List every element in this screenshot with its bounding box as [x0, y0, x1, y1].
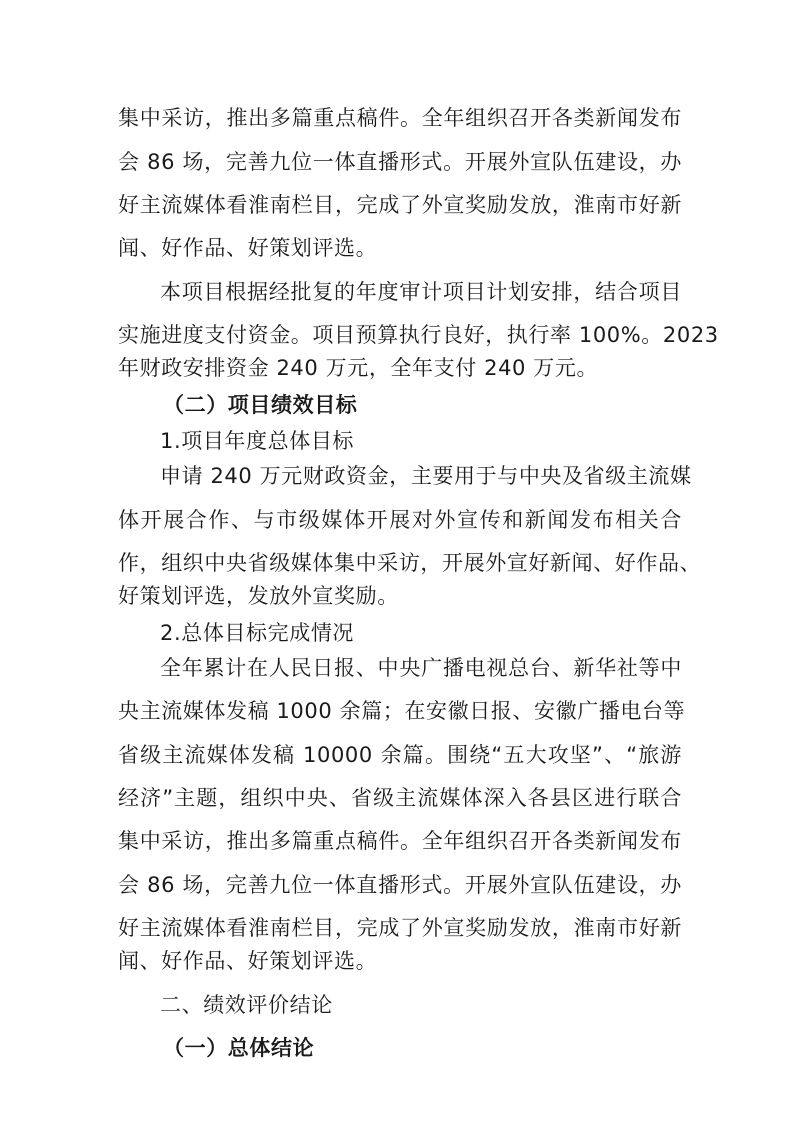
- paragraph-line: 央主流媒体发稿 1000 余篇；在安徽日报、安徽广播电台等: [118, 699, 686, 723]
- paragraph-line: 年财政安排资金 240 万元，全年支付 240 万元。: [118, 356, 599, 380]
- subheading-annual-goal: 1.项目年度总体目标: [160, 429, 355, 453]
- paragraph-line: 好主流媒体看淮南栏目，完成了外宣奖励发放，淮南市好新: [118, 916, 682, 940]
- subheading-goal-completion: 2.总体目标完成情况: [160, 621, 355, 645]
- paragraph-line: 闻、好作品、好策划评选。: [118, 949, 378, 973]
- paragraph-line: 申请 240 万元财政资金，主要用于与中央及省级主流媒: [160, 464, 692, 488]
- section-heading-overall-conclusion: （一）总体结论: [163, 1036, 315, 1060]
- paragraph-line: 集中采访，推出多篇重点稿件。全年组织召开各类新闻发布: [118, 829, 682, 853]
- paragraph-line: 集中采访，推出多篇重点稿件。全年组织召开各类新闻发布: [118, 106, 682, 130]
- paragraph-line: 省级主流媒体发稿 10000 余篇。围绕“五大攻坚”、“旅游: [118, 743, 682, 767]
- paragraph-line: 闻、好作品、好策划评选。: [118, 236, 378, 260]
- section-heading-evaluation-conclusion: 二、绩效评价结论: [160, 993, 333, 1017]
- paragraph-line: 经济”主题，组织中央、省级主流媒体深入各县区进行联合: [118, 786, 682, 810]
- paragraph-line: 本项目根据经批复的年度审计项目计划安排，结合项目: [160, 280, 682, 304]
- paragraph-line: 会 86 场，完善九位一体直播形式。开展外宣队伍建设，办: [118, 150, 682, 174]
- paragraph-line: 好策划评选，发放外宣奖励。: [118, 584, 399, 608]
- section-heading-project-goals: （二）项目绩效目标: [163, 393, 358, 417]
- paragraph-line: 实施进度支付资金。项目预算执行良好，执行率 100%。2023: [118, 323, 719, 347]
- paragraph-line: 全年累计在人民日报、中央广播电视总台、新华社等中: [160, 656, 682, 680]
- paragraph-line: 好主流媒体看淮南栏目，完成了外宣奖励发放，淮南市好新: [118, 193, 682, 217]
- paragraph-line: 体开展合作、与市级媒体开展对外宣传和新闻发布相关合: [118, 508, 682, 532]
- paragraph-line: 作，组织中央省级媒体集中采访，开展外宣好新闻、好作品、: [118, 551, 702, 575]
- paragraph-line: 会 86 场，完善九位一体直播形式。开展外宣队伍建设，办: [118, 873, 682, 897]
